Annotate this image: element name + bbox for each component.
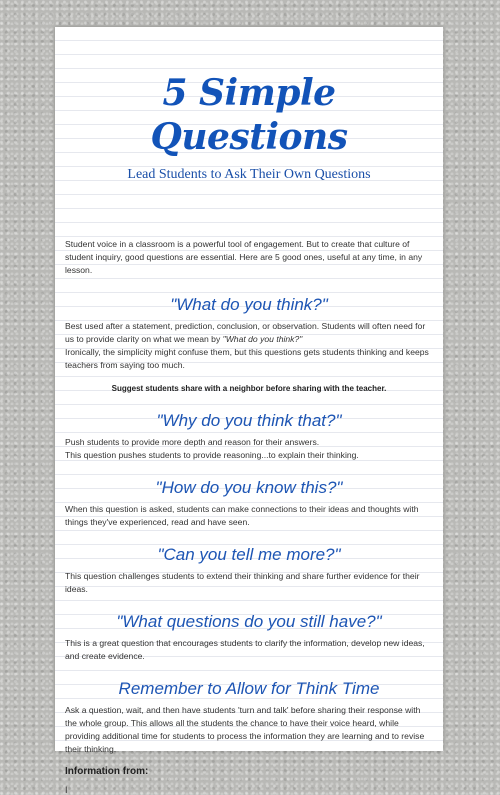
question-3-heading: "How do you know this?" <box>155 478 343 497</box>
think-time-heading: Remember to Allow for Think Time <box>118 679 380 698</box>
flyer-page <box>55 27 443 795</box>
question-1-italic-quote: "What do you think?" <box>222 334 303 344</box>
page-title: 5 Simple Questions <box>150 72 348 158</box>
question-3-text: When this question is asked, students can make connections to their ideas and thoughts with things they've experienced, read and have seen. <box>65 504 419 527</box>
information-value: I <box>65 785 68 795</box>
question-2-line-1: Push students to provide more depth and reason for their answers. <box>65 437 320 447</box>
intro-paragraph: Student voice in a classroom is a powerful tool of engagement. But to create that culture of student inquiry, good questions are essential. Here are 5 good ones, useful at any time, in any lesson. <box>65 239 423 275</box>
information-label: Information from: <box>65 766 149 777</box>
question-5-text: This is a great question that encourages students to clarify the information, develop new ideas, and create evidence. <box>65 638 425 661</box>
question-1-line-1: Best used after a statement, prediction, conclusion, or observation. Students will often need for us to provide clarity on what we mean by <box>65 321 426 344</box>
question-4-heading: "Can you tell me more?" <box>157 545 341 564</box>
question-4-text: This question challenges students to extend their thinking and share further evidence for their ideas. <box>65 571 420 594</box>
page-subtitle: Lead Students to Ask Their Own Questions <box>127 167 371 182</box>
think-time-text: Ask a question, wait, and then have students 'turn and talk' before sharing their response with the whole group. This allows all the students the chance to have their voice heard, while providing additional time for students to process the information they are learning and to revise their thinking. <box>65 705 425 754</box>
question-5-heading: "What questions do you still have?" <box>116 612 382 631</box>
question-1-text <box>65 320 433 346</box>
question-1-heading: "What do you think?" <box>170 295 328 314</box>
question-2-line-2: This question pushes students to provide reasoning...to explain their thinking. <box>65 450 359 460</box>
question-1-note: Suggest students share with a neighbor before sharing with the teacher. <box>111 384 387 393</box>
question-1-line-2: Ironically, the simplicity might confuse them, but this questions gets students thinking and keeps teachers from saying too much. <box>65 347 429 370</box>
question-2-heading: "Why do you think that?" <box>156 411 342 430</box>
